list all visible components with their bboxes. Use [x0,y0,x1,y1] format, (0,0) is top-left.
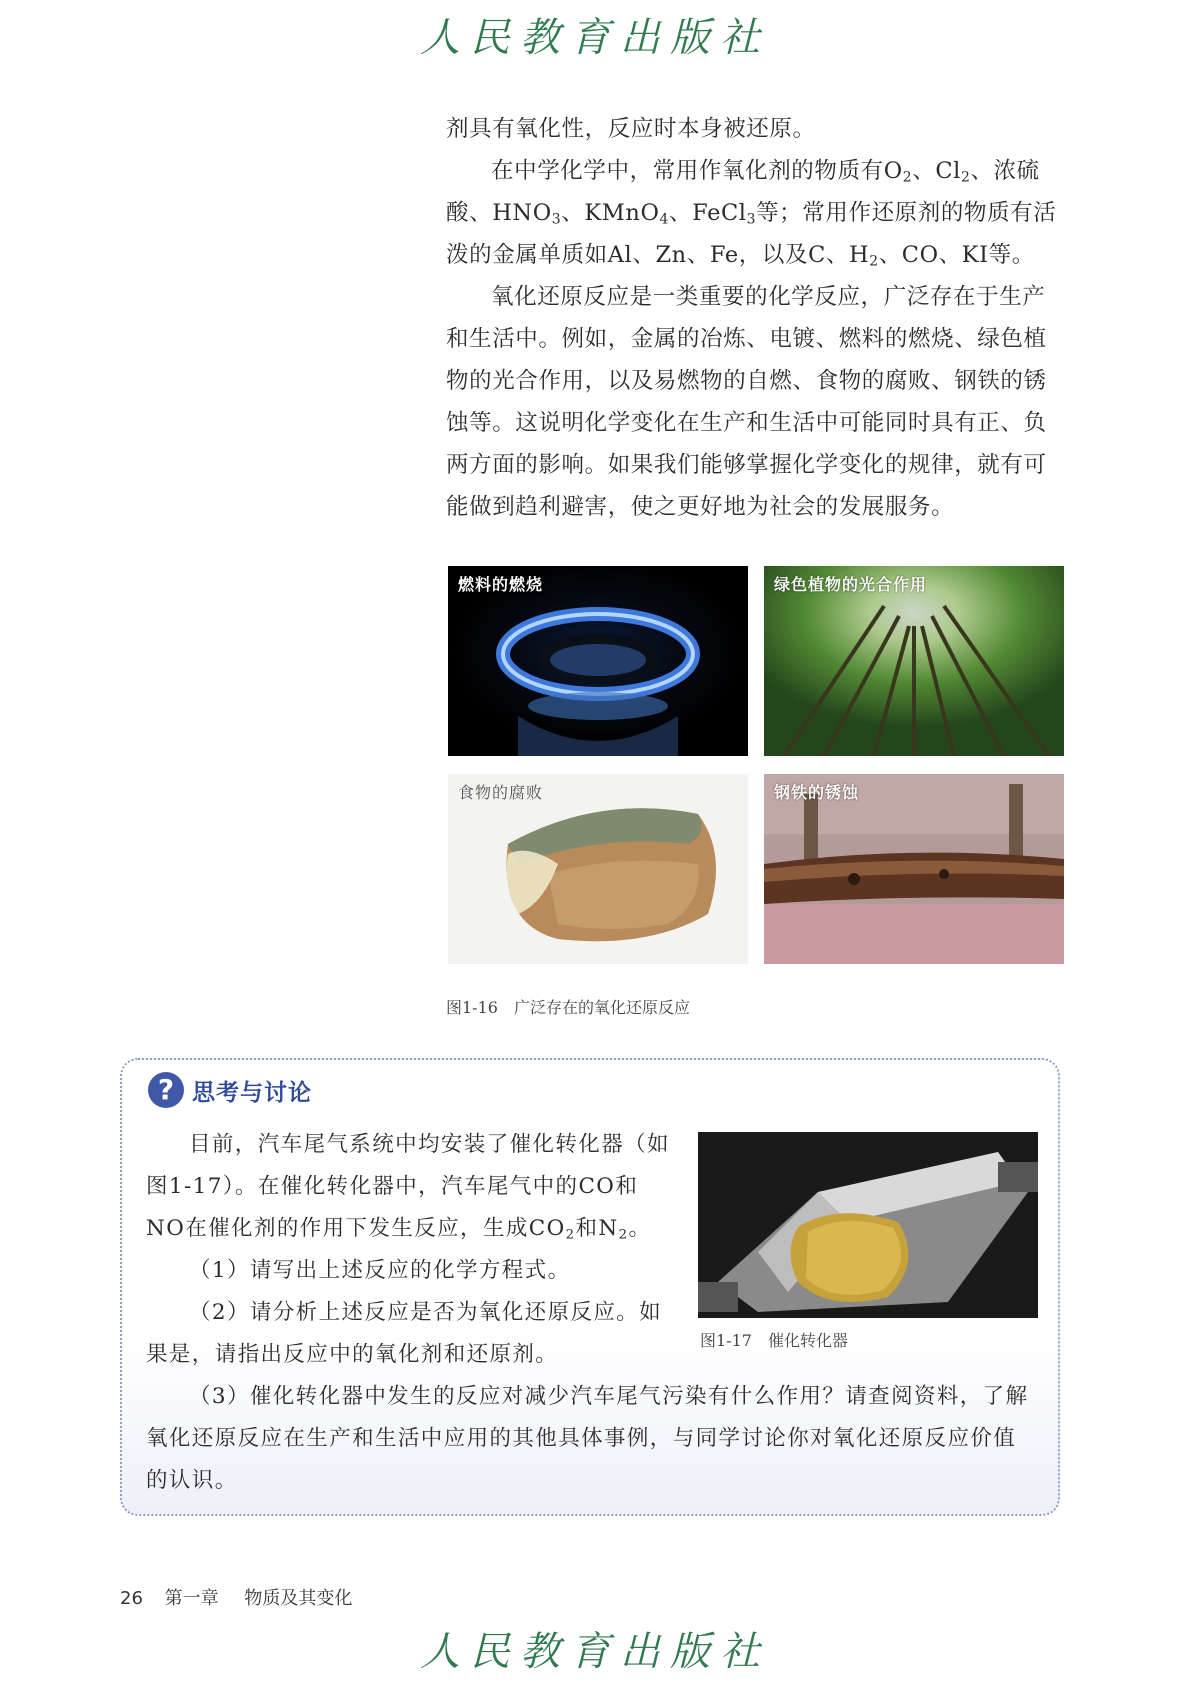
caption-fuel: 燃料的燃烧 [458,575,544,594]
paragraph-redox-importance: 氧化还原反应是一类重要的化学反应，广泛存在于生产和生活中。例如，金属的冶炼、电镀、燃料的燃烧、绿色植物的光合作用，以及易燃物的自燃、食物的腐败、钢铁的锈蚀等。这说明化学变化在生产和生活中可能同时具有正、负两方面的影响。如果我们能够掌握化学变化的规律，就有可能做到趋利避害，使之更好地为社会的发展服务。 [446,284,1047,520]
caption-rust: 钢铁的锈蚀 [774,783,860,802]
photo-moldy-bread [448,774,748,964]
paragraph-continuation: 剂具有氧化性，反应时本身被还原。 [446,116,816,142]
publisher-watermark-bottom: 人民教育出版社 [420,1629,770,1675]
photo-forest [764,566,1064,756]
question-icon: ? [148,1072,184,1108]
question-1: （1）请写出上述反应的化学方程式。 [189,1258,571,1283]
main-text [446,108,1062,528]
figure-caption: 图1-16 广泛存在的氧化还原反应 [446,998,690,1017]
page-number: 26 [120,1588,143,1609]
question-3: （3）催化转化器中发生的反应对减少汽车尾气污染有什么作用？请查阅资料，了解氧化还原反应在生产和生活中应用的其他具体事例，与同学讨论你对氧化还原反应价值的认识。 [146,1384,1029,1493]
caption-food: 食物的腐败 [458,783,544,802]
chapter-title: 物质及其变化 [244,1588,353,1609]
photo-rusty-pipe [764,774,1064,964]
think-and-discuss-box [120,1058,1060,1516]
discussion-header [148,1072,312,1108]
photo-catalytic-converter [698,1132,1038,1318]
discussion-intro: 目前，汽车尾气系统中均安装了催化转化器（如图1-17）。在催化转化器中，汽车尾气中的CO和NO在催化剂的作用下发生反应，生成$CO_2$和$N_2$。 [146,1132,670,1243]
question-2: （2）请分析上述反应是否为氧化还原反应。如果是，请指出反应中的氧化剂和还原剂。 [146,1300,663,1367]
photo-gas-flame [448,566,748,756]
publisher-watermark-top: 人民教育出版社 [420,15,770,61]
chapter-number: 第一章 [164,1588,219,1609]
page-footer [120,1584,352,1610]
caption-plants: 绿色植物的光合作用 [774,575,928,594]
paragraph-oxidants: 在中学化学中，常用作氧化剂的物质有$O_2$、$Cl_2$、浓硫酸、$HNO_3$、KMnO$_4$、FeCl$_3$等；常用作还原剂的物质有活泼的金属单质如Al、Zn、Fe，以及C、$H_2$、CO、KI等。 [446,158,1057,270]
converter-figure-caption: 图1-17 催化转化器 [700,1331,848,1350]
discussion-title: 思考与讨论 [192,1079,312,1106]
